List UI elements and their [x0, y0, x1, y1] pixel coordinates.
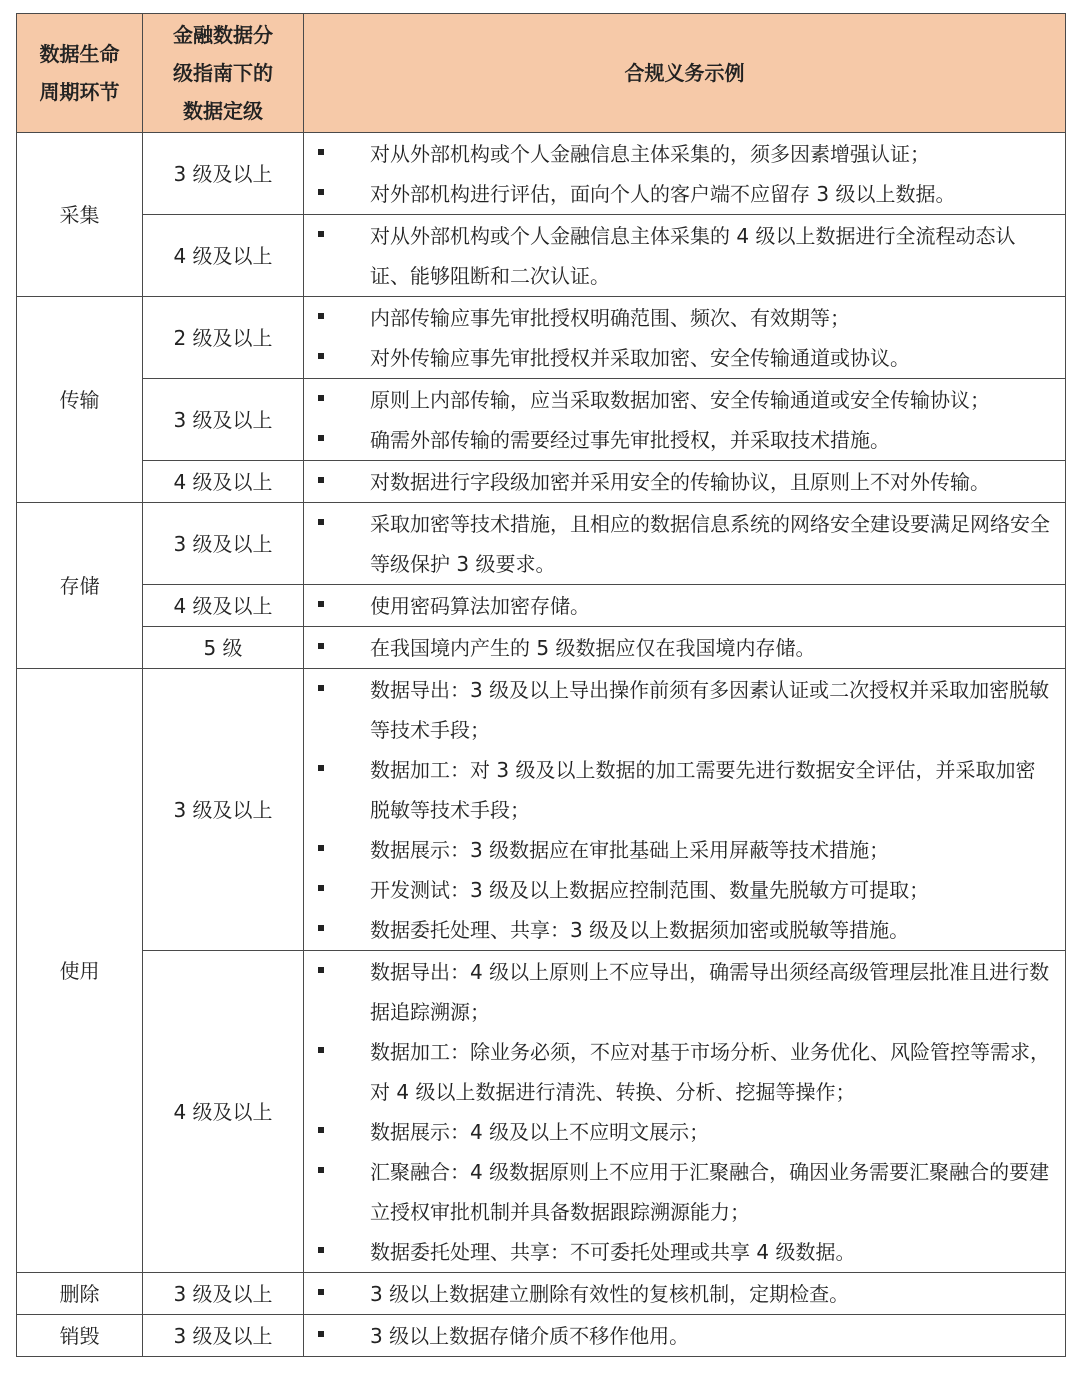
obligation-item	[304, 952, 1055, 1032]
obligation-text: 采取加密等技术措施，且相应的数据信息系统的网络安全建设要满足网络安全等级保护 3 级要求。	[370, 512, 1050, 576]
obligation-item	[304, 586, 1055, 626]
obligation-text: 数据委托处理、共享：不可委托处理或共享 4 级数据。	[370, 1240, 856, 1264]
data-level-cell: 4 级及以上	[143, 585, 304, 627]
obligation-item	[304, 216, 1055, 296]
lifecycle-stage-cell: 存储	[17, 503, 143, 669]
obligations-cell	[304, 133, 1066, 215]
obligation-text: 3 级以上数据存储介质不移作他用。	[370, 1324, 690, 1348]
data-level-cell: 5 级	[143, 627, 304, 669]
square-bullet-icon	[318, 1247, 324, 1253]
obligation-list	[304, 628, 1055, 668]
header-row	[17, 14, 1066, 133]
data-level-cell: 3 级及以上	[143, 669, 304, 951]
square-bullet-icon	[318, 885, 324, 891]
obligation-text: 对外部机构进行评估，面向个人的客户端不应留存 3 级以上数据。	[370, 182, 956, 206]
obligation-item	[304, 1032, 1055, 1112]
obligation-text: 开发测试：3 级及以上数据应控制范围、数量先脱敏方可提取；	[370, 878, 930, 902]
square-bullet-icon	[318, 477, 324, 483]
obligations-cell	[304, 379, 1066, 461]
obligation-text: 对数据进行字段级加密并采用安全的传输协议，且原则上不对外传输。	[370, 470, 990, 494]
square-bullet-icon	[318, 685, 324, 691]
obligation-text: 数据导出：4 级以上原则上不应导出，确需导出须经高级管理层批准且进行数据追踪溯源；	[370, 960, 1050, 1024]
obligations-cell	[304, 461, 1066, 503]
obligation-item	[304, 1152, 1055, 1232]
table-row	[17, 951, 1066, 1273]
obligation-list	[304, 216, 1055, 296]
square-bullet-icon	[318, 845, 324, 851]
table-row	[17, 215, 1066, 297]
obligation-text: 数据展示：3 级数据应在审批基础上采用屏蔽等技术措施；	[370, 838, 890, 862]
square-bullet-icon	[318, 149, 324, 155]
obligation-item	[304, 462, 1055, 502]
obligations-cell	[304, 669, 1066, 951]
lifecycle-stage-cell: 删除	[17, 1273, 143, 1315]
obligation-item	[304, 1232, 1055, 1272]
obligation-list	[304, 134, 1055, 214]
obligation-text: 3 级以上数据建立删除有效性的复核机制，定期检查。	[370, 1282, 850, 1306]
obligation-text: 对外传输应事先审批授权并采取加密、安全传输通道或协议。	[370, 346, 910, 370]
obligation-text: 数据委托处理、共享：3 级及以上数据须加密或脱敏等措施。	[370, 918, 910, 942]
table-row	[17, 1315, 1066, 1357]
square-bullet-icon	[318, 395, 324, 401]
obligation-text: 内部传输应事先审批授权明确范围、频次、有效期等；	[370, 306, 850, 330]
table-row	[17, 627, 1066, 669]
data-level-cell: 4 级及以上	[143, 461, 304, 503]
square-bullet-icon	[318, 925, 324, 931]
square-bullet-icon	[318, 519, 324, 525]
obligation-item	[304, 910, 1055, 950]
obligation-list	[304, 952, 1055, 1272]
obligations-cell	[304, 951, 1066, 1273]
obligation-item	[304, 298, 1055, 338]
obligation-item	[304, 1112, 1055, 1152]
obligation-text: 数据加工：对 3 级及以上数据的加工需要先进行数据安全评估，并采取加密脱敏等技术手段；	[370, 758, 1036, 822]
data-level-cell: 3 级及以上	[143, 379, 304, 461]
lifecycle-stage-cell: 销毁	[17, 1315, 143, 1357]
obligation-item	[304, 1316, 1055, 1356]
lifecycle-stage-cell: 传输	[17, 297, 143, 503]
obligation-list	[304, 1316, 1055, 1356]
table-row	[17, 133, 1066, 215]
obligations-cell	[304, 503, 1066, 585]
obligation-text: 数据导出：3 级及以上导出操作前须有多因素认证或二次授权并采取加密脱敏等技术手段；	[370, 678, 1050, 742]
table-row	[17, 585, 1066, 627]
obligation-list	[304, 298, 1055, 378]
square-bullet-icon	[318, 1167, 324, 1173]
square-bullet-icon	[318, 1047, 324, 1053]
obligations-cell	[304, 1273, 1066, 1315]
obligation-item	[304, 870, 1055, 910]
table-row	[17, 1273, 1066, 1315]
table-row	[17, 669, 1066, 951]
obligation-text: 数据展示：4 级及以上不应明文展示；	[370, 1120, 710, 1144]
obligation-item	[304, 628, 1055, 668]
square-bullet-icon	[318, 643, 324, 649]
data-level-cell: 3 级及以上	[143, 1315, 304, 1357]
table-row	[17, 379, 1066, 461]
obligations-cell	[304, 297, 1066, 379]
data-level-cell: 3 级及以上	[143, 503, 304, 585]
data-level-cell: 2 级及以上	[143, 297, 304, 379]
obligations-cell	[304, 627, 1066, 669]
obligation-text: 确需外部传输的需要经过事先审批授权，并采取技术措施。	[370, 428, 890, 452]
obligation-list	[304, 586, 1055, 626]
square-bullet-icon	[318, 313, 324, 319]
obligation-list	[304, 1274, 1055, 1314]
header-data-level: 金融数据分 级指南下的 数据定级	[143, 14, 304, 133]
square-bullet-icon	[318, 765, 324, 771]
obligations-cell	[304, 1315, 1066, 1357]
obligation-item	[304, 134, 1055, 174]
square-bullet-icon	[318, 189, 324, 195]
table-row	[17, 297, 1066, 379]
compliance-table	[16, 13, 1066, 1357]
obligation-item	[304, 380, 1055, 420]
data-level-cell: 3 级及以上	[143, 1273, 304, 1315]
obligation-list	[304, 670, 1055, 950]
obligation-item	[304, 174, 1055, 214]
square-bullet-icon	[318, 353, 324, 359]
obligations-cell	[304, 585, 1066, 627]
obligation-item	[304, 338, 1055, 378]
square-bullet-icon	[318, 231, 324, 237]
data-level-cell: 4 级及以上	[143, 215, 304, 297]
obligation-item	[304, 670, 1055, 750]
obligation-item	[304, 504, 1055, 584]
lifecycle-stage-cell: 采集	[17, 133, 143, 297]
square-bullet-icon	[318, 1331, 324, 1337]
obligation-text: 对从外部机构或个人金融信息主体采集的，须多因素增强认证；	[370, 142, 930, 166]
header-compliance-obligations: 合规义务示例	[304, 14, 1066, 133]
data-level-cell: 3 级及以上	[143, 133, 304, 215]
square-bullet-icon	[318, 1127, 324, 1133]
obligation-item	[304, 750, 1055, 830]
data-level-cell: 4 级及以上	[143, 951, 304, 1273]
square-bullet-icon	[318, 967, 324, 973]
obligation-text: 原则上内部传输，应当采取数据加密、安全传输通道或安全传输协议；	[370, 388, 990, 412]
obligation-item	[304, 420, 1055, 460]
obligation-text: 对从外部机构或个人金融信息主体采集的 4 级以上数据进行全流程动态认证、能够阻断和二次认证。	[370, 224, 1016, 288]
square-bullet-icon	[318, 1289, 324, 1295]
obligation-text: 在我国境内产生的 5 级数据应仅在我国境内存储。	[370, 636, 816, 660]
obligation-item	[304, 1274, 1055, 1314]
obligation-list	[304, 380, 1055, 460]
obligation-text: 汇聚融合：4 级数据原则上不应用于汇聚融合，确因业务需要汇聚融合的要建立授权审批机制并具备数据跟踪溯源能力；	[370, 1160, 1050, 1224]
square-bullet-icon	[318, 435, 324, 441]
table-body	[17, 133, 1066, 1357]
obligations-cell	[304, 215, 1066, 297]
obligation-list	[304, 462, 1055, 502]
obligation-text: 数据加工：除业务必须，不应对基于市场分析、业务优化、风险管控等需求，对 4 级以上数据进行清洗、转换、分析、挖掘等操作；	[370, 1040, 1050, 1104]
table-row	[17, 461, 1066, 503]
table-row	[17, 503, 1066, 585]
lifecycle-stage-cell: 使用	[17, 669, 143, 1273]
obligation-list	[304, 504, 1055, 584]
square-bullet-icon	[318, 601, 324, 607]
obligation-item	[304, 830, 1055, 870]
obligation-text: 使用密码算法加密存储。	[370, 594, 590, 618]
header-lifecycle-stage: 数据生命 周期环节	[17, 14, 143, 133]
